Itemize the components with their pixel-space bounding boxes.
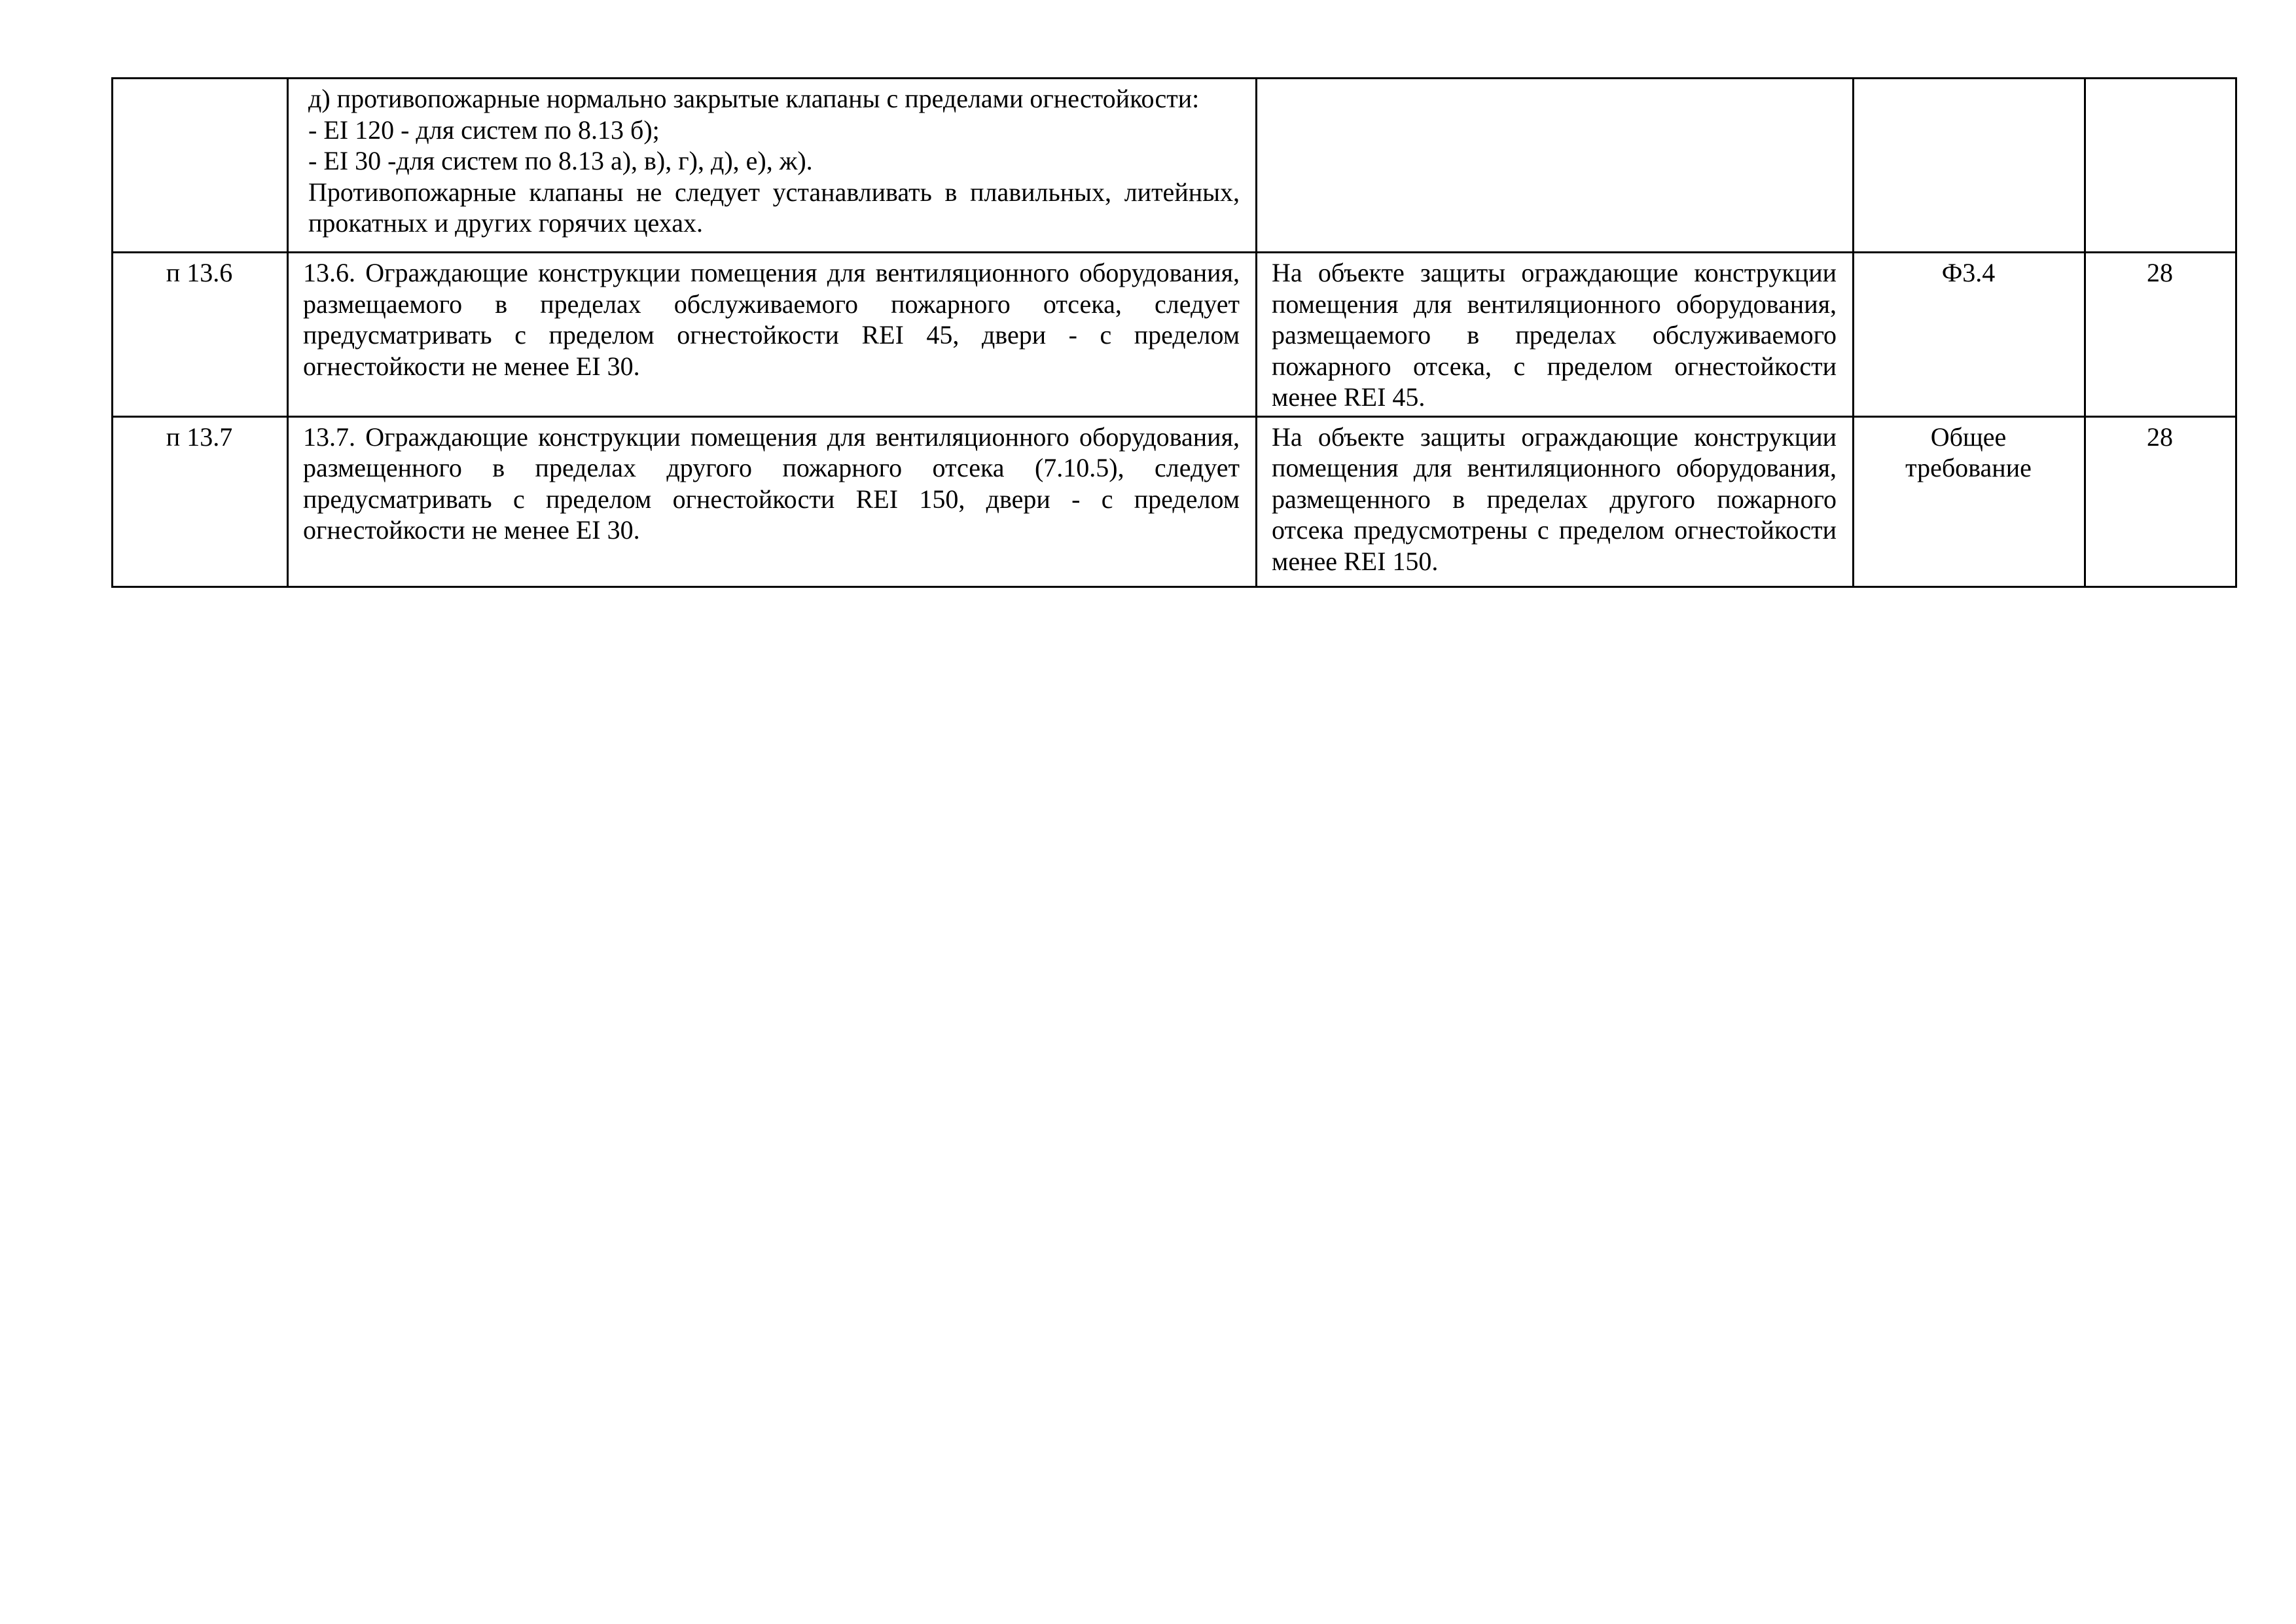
requirement-cell: 13.7. Ограждающие конструкции помещения для вентиляционного оборудования, размещенного в пределах другого пожарного отсека (7.10.5), следует предусматривать с пределом огнестойкости REI 150, двери - с пределом огнестойкости не менее EI 30. [288,416,1257,586]
ref-cell: п 13.7 [113,416,288,586]
violation-cell [1257,79,1854,253]
table-row [113,416,2236,586]
page-cell: 28 [2085,253,2236,417]
class-cell: Ф3.4 [1854,253,2085,417]
class-cell: Общее требование [1854,416,2085,586]
table-row [113,253,2236,417]
requirement-line: д) противопожарные нормально закрытые клапаны с пределами огнестойкости: [308,84,1200,113]
requirement-line: - EI 30 -для систем по 8.13 а), в), г), д), е), ж). [308,146,813,175]
ref-cell [113,79,288,253]
requirement-line: - EI 120 - для систем по 8.13 б); [308,115,660,145]
table-row [113,79,2236,253]
violation-cell: На объекте защиты ограждающие конструкции помещения для вентиляционного оборудования, размещаемого в пределах обслуживаемого пожарного отсека, с пределом огнестойкости менее REI 45. [1257,253,1854,417]
ref-cell: п 13.6 [113,253,288,417]
page-cell [2085,79,2236,253]
requirements-table [111,77,2237,588]
requirement-cell [288,79,1257,253]
page-cell: 28 [2085,416,2236,586]
requirement-line: Противопожарные клапаны не следует устанавливать в плавильных, литейных, прокатных и других горячих цехах. [308,177,1240,238]
requirement-cell: 13.6. Ограждающие конструкции помещения для вентиляционного оборудования, размещаемого в пределах обслуживаемого пожарного отсека, следует предусматривать с пределом огнестойкости REI 45, двери - с пределом огнестойкости не менее EI 30. [288,253,1257,417]
class-cell [1854,79,2085,253]
violation-cell: На объекте защиты ограждающие конструкции помещения для вентиляционного оборудования, размещенного в пределах другого пожарного отсека предусмотрены с пределом огнестойкости менее REI 150. [1257,416,1854,586]
